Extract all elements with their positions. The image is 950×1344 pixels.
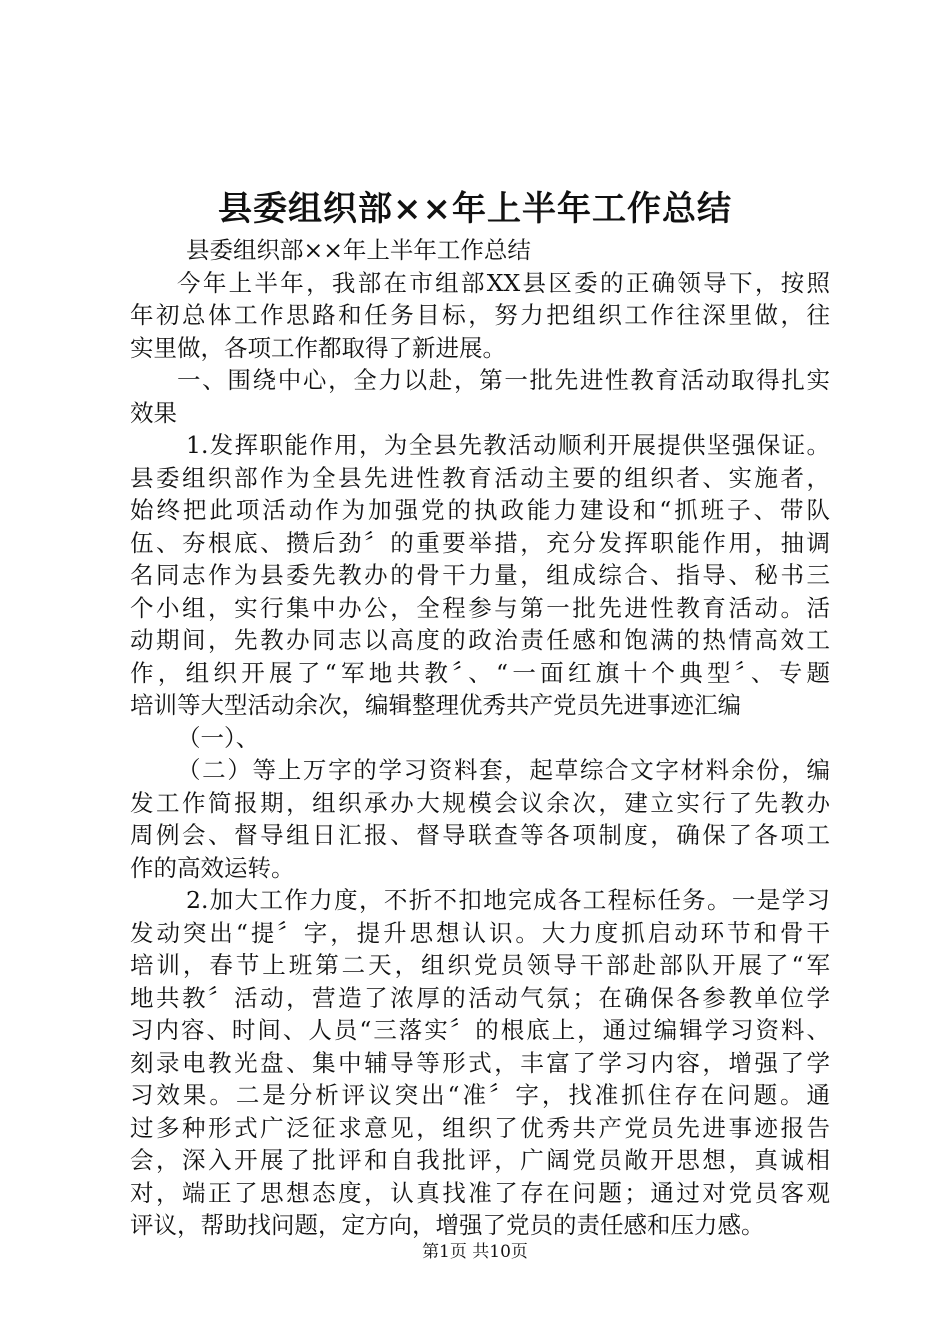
section-heading-line: 效果 <box>130 398 177 427</box>
body-line: 实里做，各项工作都取得了新进展。 <box>130 333 506 362</box>
body-line: 习效果。二是分析评议突出“准〞字，找准抓住存在问题。通 <box>130 1081 830 1109</box>
body-line: 刻录电教光盘、集中辅导等形式，丰富了学习内容，增强了学 <box>130 1048 830 1077</box>
body-line: 作，组织开展了“军地共教〞、“一面红旗十个典型〞、专题 <box>130 658 830 687</box>
body-line: 动期间，先教办同志以高度的政治责任感和饱满的热情高效工 <box>130 626 830 654</box>
body-line: 2.加大工作力度，不折不扣地完成各工程标任务。一是学习 <box>186 886 830 914</box>
body-line: 今年上半年，我部在市组部XX县区委的正确领导下，按照 <box>177 268 830 297</box>
body-line: 始终把此项活动作为加强党的执政能力建设和“抓班子、带队 <box>130 496 830 524</box>
body-line: 过多种形式广泛征求意见，组织了优秀共产党员先进事迹报告 <box>130 1113 830 1142</box>
body-line: 发动突出“提〞字，提升思想认识。大力度抓启动环节和骨干 <box>130 918 830 947</box>
body-line: 县委组织部作为全县先进性教育活动主要的组织者、实施者， <box>130 463 830 492</box>
body-line: 1.发挥职能作用，为全县先教活动顺利开展提供坚强保证。 <box>186 431 830 459</box>
body-line: （二）等上万字的学习资料套，起草综合文字材料余份，编 <box>177 756 830 784</box>
document-title: 县委组织部××年上半年工作总结 <box>218 189 732 229</box>
page-footer: 第1页 共10页 <box>422 1242 528 1262</box>
document-body <box>130 234 830 1242</box>
body-line: 发工作简报期，组织承办大规模会议余次，建立实行了先教办 <box>130 788 830 817</box>
subtitle-line: 县委组织部××年上半年工作总结 <box>186 236 531 264</box>
body-line: 培训，春节上班第二天，组织党员领导干部赴部队开展了“军 <box>130 951 830 979</box>
section-heading-line: 一、围绕中心，全力以赴，第一批先进性教育活动取得扎实 <box>177 366 830 394</box>
body-line: 培训等大型活动余次，编辑整理优秀共产党员先进事迹汇编 <box>130 691 741 719</box>
body-line: 会，深入开展了批评和自我批评，广阔党员敞开思想，真诚相 <box>130 1146 830 1174</box>
body-line: 名同志作为县委先教办的骨干力量，组成综合、指导、秘书三 <box>130 561 830 589</box>
body-line: 评议，帮助找问题，定方向，增强了党员的责任感和压力感。 <box>130 1211 765 1239</box>
body-line: 年初总体工作思路和任务目标，努力把组织工作往深里做，往 <box>130 301 830 329</box>
body-line: 周例会、督导组日汇报、督导联查等各项制度，确保了各项工 <box>130 821 830 849</box>
body-line: 作的高效运转。 <box>130 853 295 882</box>
body-line: 对，端正了思想态度，认真找准了存在问题；通过对党员客观 <box>130 1178 830 1207</box>
body-line: 伍、夯根底、攒后劲〞的重要举措，充分发挥职能作用，抽调 <box>130 528 830 557</box>
body-line: 习内容、时间、人员“三落实〞的根底上，通过编辑学习资料、 <box>130 1016 830 1044</box>
body-line: （一）、 <box>177 723 260 752</box>
body-line: 地共教〞活动，营造了浓厚的活动气氛；在确保各参教单位学 <box>130 983 830 1012</box>
body-line: 个小组，实行集中办公，全程参与第一批先进性教育活动。活 <box>130 593 830 622</box>
